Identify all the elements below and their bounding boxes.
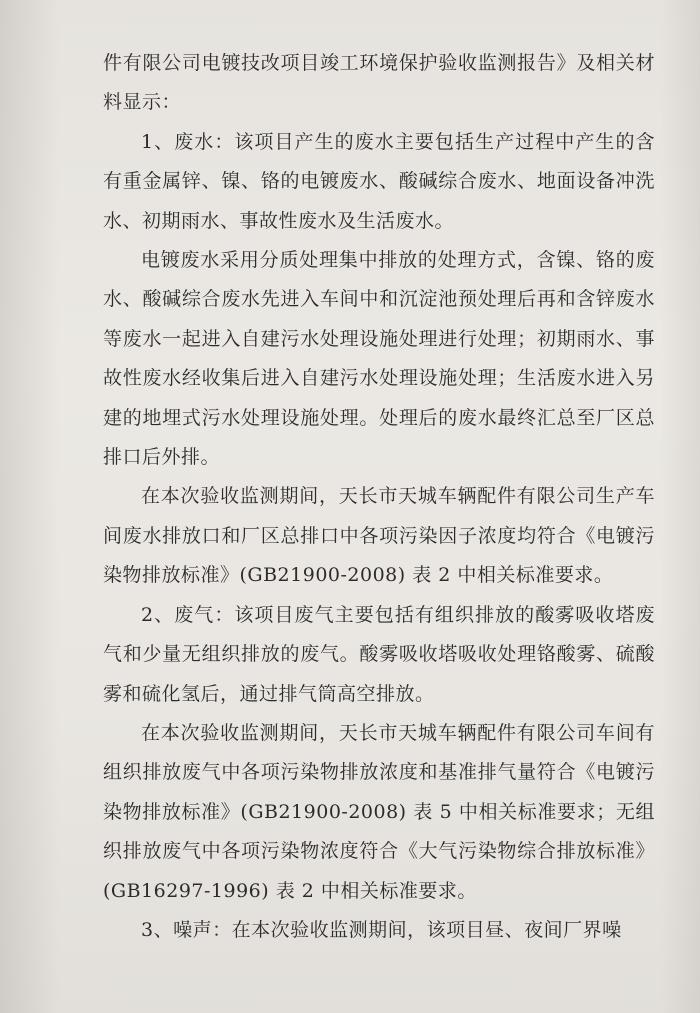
paragraph-noise: 3、噪声：在本次验收监测期间，该项目昼、夜间厂界噪: [141, 918, 622, 941]
document-body: [103, 44, 655, 950]
page-shadow-left: [0, 0, 60, 1013]
paragraph-exhaust-monitoring: 在本次验收监测期间，天长市天城车辆配件有限公司车间有组织排放废气中各项污染物排放浓度和基准排气量符合《电镀污染物排放标准》(GB21900-2008) 表 5 中相关标准要求；无组织排放废气中各项污染物浓度符合《大气污染物综合排放标准》(GB16297-1996) 表 2 中相关标准要求。: [103, 721, 655, 902]
paragraph-wastewater-monitoring: 在本次验收监测期间，天长市天城车辆配件有限公司生产车间废水排放口和厂区总排口中各项污染因子浓度均符合《电镀污染物排放标准》(GB21900-2008) 表 2 中相关标准要求。: [103, 485, 655, 587]
paragraph-wastewater: 1、废水：该项目产生的废水主要包括生产过程中产生的含有重金属锌、镍、铬的电镀废水、酸碱综合废水、地面设备冲洗水、初期雨水、事故性废水及生活废水。: [103, 130, 655, 232]
paragraph-continuation: 件有限公司电镀技改项目竣工环境保护验收监测报告》及相关材料显示：: [103, 52, 655, 114]
paragraph-exhaust-gas: 2、废气：该项目废气主要包括有组织排放的酸雾吸收塔废气和少量无组织排放的废气。酸雾吸收塔吸收处理铬酸雾、硫酸雾和硫化氢后，通过排气筒高空排放。: [103, 603, 655, 705]
paragraph-wastewater-treatment: 电镀废水采用分质处理集中排放的处理方式，含镍、铬的废水、酸碱综合废水先进入车间中和沉淀池预处理后再和含锌废水等废水一起进入自建污水处理设施处理进行处理；初期雨水、事故性废水经收集后进入自建污水处理设施处理；生活废水进入另建的地埋式污水处理设施处理。处理后的废水最终汇总至厂区总排口后外排。: [103, 249, 655, 469]
page-shadow-right: [660, 0, 700, 1013]
